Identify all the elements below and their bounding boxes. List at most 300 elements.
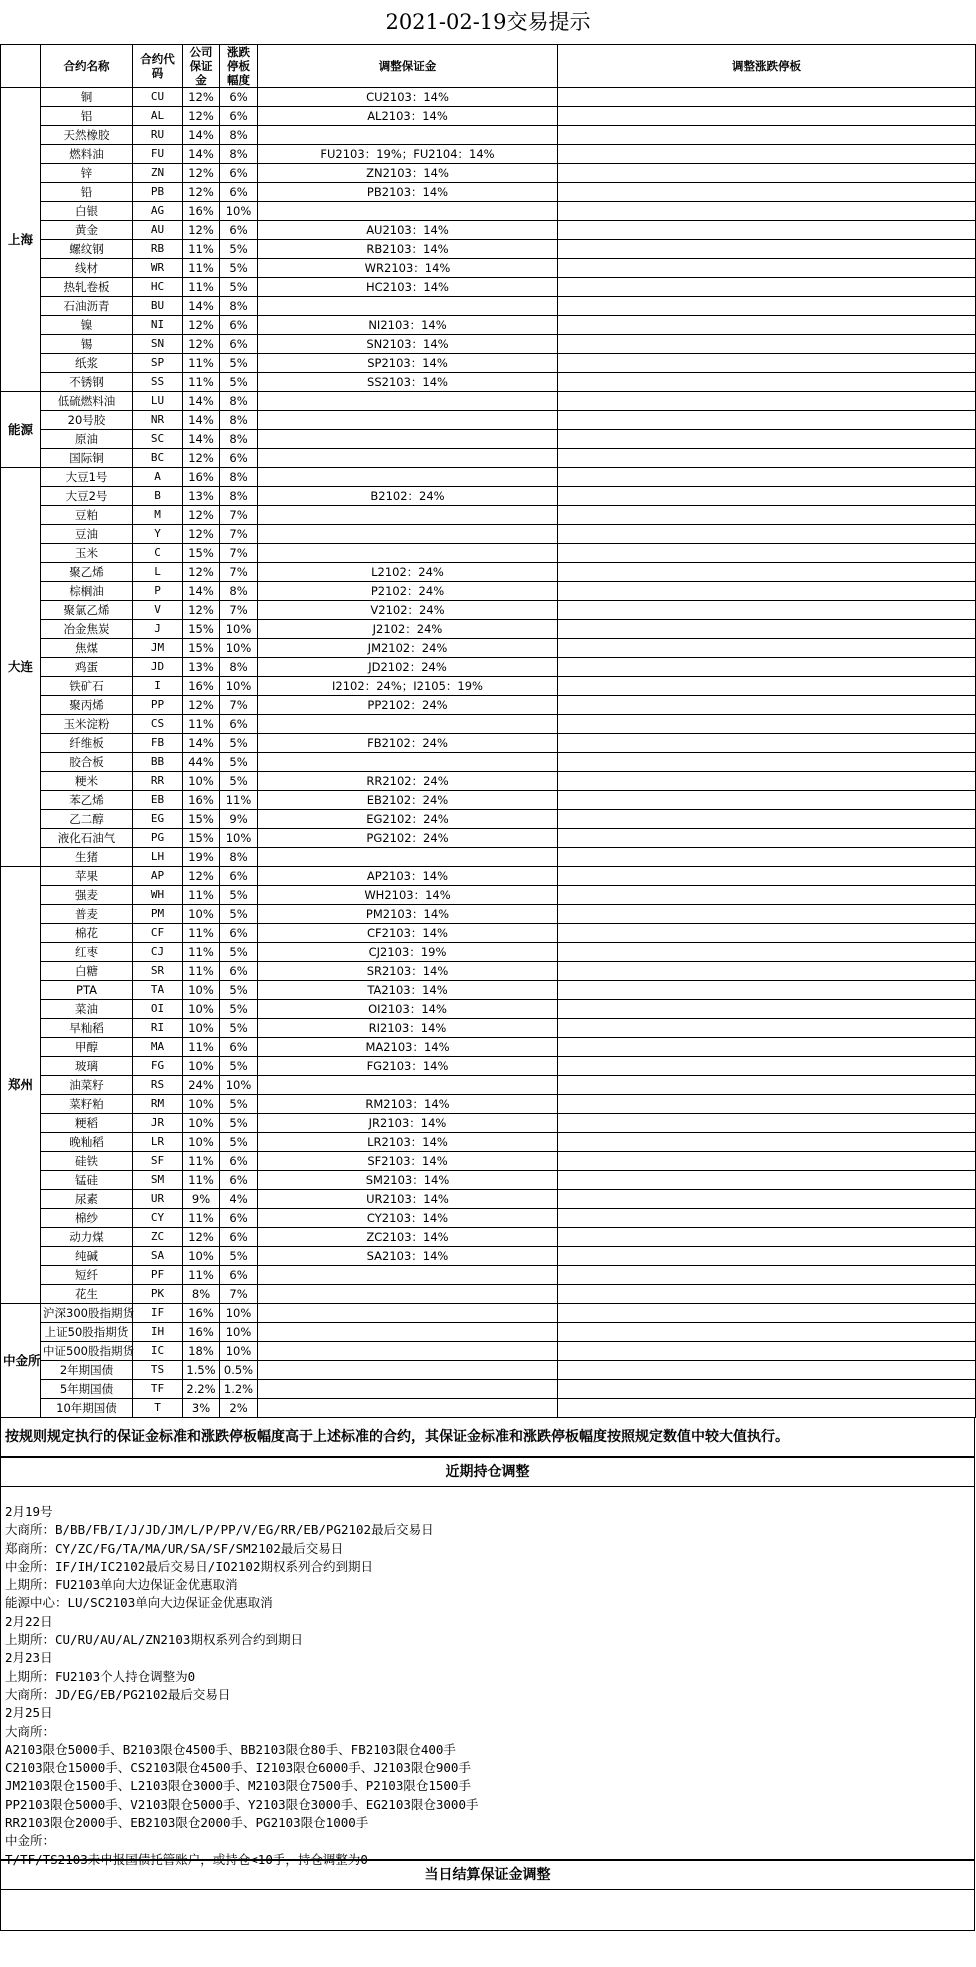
table-row (1, 297, 976, 316)
header-adjusted-margin: 调整保证金 (258, 45, 558, 88)
limit-range-cell: 6% (220, 1266, 258, 1285)
adjusted-limit-cell (558, 677, 976, 696)
table-row (1, 221, 976, 240)
adjusted-limit-cell (558, 1190, 976, 1209)
table-row (1, 1190, 976, 1209)
contract-name-cell: 液化石油气 (41, 829, 133, 848)
settlement-section (0, 1860, 975, 1931)
header-adjusted-limit: 调整涨跌停板 (558, 45, 976, 88)
contract-code-cell: UR (133, 1190, 183, 1209)
notes-section (0, 1418, 975, 1457)
contract-name-cell: 尿素 (41, 1190, 133, 1209)
company-margin-cell: 10% (183, 981, 220, 1000)
company-margin-cell: 12% (183, 601, 220, 620)
adjusted-margin-cell: CF2103：14% (258, 924, 558, 943)
contract-code-cell: RR (133, 772, 183, 791)
limit-range-cell: 5% (220, 240, 258, 259)
company-margin-cell: 2.2% (183, 1380, 220, 1399)
adjusted-limit-cell (558, 1057, 976, 1076)
rule-note: 按规则规定执行的保证金标准和涨跌停板幅度高于上述标准的合约，其保证金标准和涨跌停板幅度按照规定数值中较大值执行。 (5, 1429, 789, 1445)
table-row (1, 905, 976, 924)
contract-code-cell: SC (133, 430, 183, 449)
adjusted-limit-cell (558, 924, 976, 943)
limit-range-cell: 5% (220, 905, 258, 924)
table-row (1, 202, 976, 221)
company-margin-cell: 12% (183, 221, 220, 240)
contract-code-cell: AU (133, 221, 183, 240)
limit-range-cell: 5% (220, 1133, 258, 1152)
adjusted-limit-cell (558, 943, 976, 962)
adjusted-margin-cell: FU2103：19%；FU2104：14% (258, 145, 558, 164)
contract-code-cell: RS (133, 1076, 183, 1095)
contract-name-cell: 生猪 (41, 848, 133, 867)
table-row (1, 1133, 976, 1152)
table-row (1, 525, 976, 544)
contract-code-cell: SF (133, 1152, 183, 1171)
contract-name-cell: 铁矿石 (41, 677, 133, 696)
adjusted-margin-cell (258, 1361, 558, 1380)
limit-range-cell: 6% (220, 107, 258, 126)
contract-name-cell: 菜油 (41, 1000, 133, 1019)
adjusted-margin-cell: JM2102：24% (258, 639, 558, 658)
company-margin-cell: 12% (183, 525, 220, 544)
adjusted-limit-cell (558, 240, 976, 259)
company-margin-cell: 11% (183, 1152, 220, 1171)
contract-name-cell: 热轧卷板 (41, 278, 133, 297)
limit-range-cell: 6% (220, 335, 258, 354)
table-row (1, 240, 976, 259)
position-line: 2月25日 (5, 1705, 53, 1721)
header-limit-range: 涨跌停板幅度 (220, 45, 258, 88)
adjusted-limit-cell (558, 373, 976, 392)
limit-range-cell: 0.5% (220, 1361, 258, 1380)
position-line: 2月23日 (5, 1650, 53, 1666)
contract-name-cell: 棉纱 (41, 1209, 133, 1228)
table-row (1, 582, 976, 601)
table-row (1, 772, 976, 791)
table-row (1, 962, 976, 981)
table-row (1, 677, 976, 696)
adjusted-margin-cell: JR2103：14% (258, 1114, 558, 1133)
adjusted-margin-cell (258, 468, 558, 487)
limit-range-cell: 6% (220, 221, 258, 240)
contract-name-cell: 粳稻 (41, 1114, 133, 1133)
table-row (1, 145, 976, 164)
adjusted-limit-cell (558, 468, 976, 487)
contract-code-cell: WR (133, 259, 183, 278)
table-row (1, 886, 976, 905)
adjusted-margin-cell (258, 1342, 558, 1361)
table-row (1, 620, 976, 639)
contract-code-cell: MA (133, 1038, 183, 1057)
adjusted-limit-cell (558, 354, 976, 373)
limit-range-cell: 5% (220, 734, 258, 753)
limit-range-cell: 5% (220, 886, 258, 905)
position-adjustment-text (1, 1487, 974, 1867)
company-margin-cell: 14% (183, 734, 220, 753)
limit-range-cell: 8% (220, 411, 258, 430)
company-margin-cell: 12% (183, 164, 220, 183)
contract-code-cell: OI (133, 1000, 183, 1019)
company-margin-cell: 16% (183, 1323, 220, 1342)
contract-code-cell: FB (133, 734, 183, 753)
contract-name-cell: 大豆2号 (41, 487, 133, 506)
contract-code-cell: NI (133, 316, 183, 335)
table-row (1, 924, 976, 943)
limit-range-cell: 6% (220, 962, 258, 981)
table-row (1, 981, 976, 1000)
contract-code-cell: HC (133, 278, 183, 297)
contract-code-cell: AL (133, 107, 183, 126)
company-margin-cell: 16% (183, 791, 220, 810)
contract-name-cell: 燃料油 (41, 145, 133, 164)
table-row (1, 753, 976, 772)
adjusted-limit-cell (558, 639, 976, 658)
company-margin-cell: 14% (183, 411, 220, 430)
contract-code-cell: A (133, 468, 183, 487)
adjusted-limit-cell (558, 1266, 976, 1285)
contract-name-cell: 白银 (41, 202, 133, 221)
adjusted-limit-cell (558, 1304, 976, 1323)
company-margin-cell: 14% (183, 126, 220, 145)
table-row (1, 1266, 976, 1285)
contract-name-cell: 豆油 (41, 525, 133, 544)
contract-name-cell: 菜籽粕 (41, 1095, 133, 1114)
limit-range-cell: 10% (220, 1323, 258, 1342)
limit-range-cell: 6% (220, 183, 258, 202)
limit-range-cell: 8% (220, 487, 258, 506)
contract-code-cell: Y (133, 525, 183, 544)
company-margin-cell: 3% (183, 1399, 220, 1418)
limit-range-cell: 7% (220, 544, 258, 563)
contract-name-cell: 苹果 (41, 867, 133, 886)
contract-code-cell: CS (133, 715, 183, 734)
table-row (1, 88, 976, 107)
position-line: A2103限仓5000手、B2103限仓4500手、BB2103限仓80手、FB2103限仓400手 (5, 1741, 456, 1757)
position-line: 中金所：IF/IH/IC2102最后交易日/IO2102期权系列合约到期日 (5, 1558, 373, 1574)
limit-range-cell: 5% (220, 1247, 258, 1266)
company-margin-cell: 10% (183, 1247, 220, 1266)
exchange-cell: 大连 (1, 468, 41, 867)
limit-range-cell: 8% (220, 297, 258, 316)
contract-name-cell: 鸡蛋 (41, 658, 133, 677)
exchange-cell: 上海 (1, 88, 41, 392)
limit-range-cell: 6% (220, 164, 258, 183)
contract-name-cell: 20号胶 (41, 411, 133, 430)
adjusted-limit-cell (558, 525, 976, 544)
contract-name-cell: 镍 (41, 316, 133, 335)
company-margin-cell: 12% (183, 183, 220, 202)
position-line: PP2103限仓5000手、V2103限仓5000手、Y2103限仓3000手、EG2103限仓3000手 (5, 1796, 479, 1812)
adjusted-limit-cell (558, 1228, 976, 1247)
adjusted-limit-cell (558, 1076, 976, 1095)
company-margin-cell: 15% (183, 620, 220, 639)
table-row (1, 430, 976, 449)
adjusted-margin-cell: AL2103：14% (258, 107, 558, 126)
company-margin-cell: 12% (183, 449, 220, 468)
contract-name-cell: 聚氯乙烯 (41, 601, 133, 620)
position-line: 大商所：B/BB/FB/I/J/JD/JM/L/P/PP/V/EG/RR/EB/PG2102最后交易日 (5, 1522, 434, 1538)
table-row (1, 164, 976, 183)
contract-code-cell: NR (133, 411, 183, 430)
contract-name-cell: 2年期国债 (41, 1361, 133, 1380)
company-margin-cell: 12% (183, 696, 220, 715)
adjusted-margin-cell (258, 1285, 558, 1304)
table-row (1, 1000, 976, 1019)
company-margin-cell: 10% (183, 1057, 220, 1076)
contract-name-cell: 沪深300股指期货 (41, 1304, 133, 1323)
adjusted-margin-cell (258, 449, 558, 468)
adjusted-margin-cell: SP2103：14% (258, 354, 558, 373)
limit-range-cell: 5% (220, 943, 258, 962)
company-margin-cell: 15% (183, 544, 220, 563)
contract-name-cell: 短纤 (41, 1266, 133, 1285)
table-row (1, 468, 976, 487)
contract-code-cell: CJ (133, 943, 183, 962)
adjusted-limit-cell (558, 1380, 976, 1399)
contract-name-cell: 胶合板 (41, 753, 133, 772)
position-line: 郑商所：CY/ZC/FG/TA/MA/UR/SA/SF/SM2102最后交易日 (5, 1540, 344, 1556)
contract-code-cell: IH (133, 1323, 183, 1342)
contract-name-cell: 中证500股指期货 (41, 1342, 133, 1361)
adjusted-limit-cell (558, 753, 976, 772)
position-line: 能源中心：LU/SC2103单向大边保证金优惠取消 (5, 1595, 273, 1611)
exchange-cell: 郑州 (1, 867, 41, 1304)
adjusted-limit-cell (558, 506, 976, 525)
limit-range-cell: 10% (220, 202, 258, 221)
adjusted-margin-cell (258, 1076, 558, 1095)
page-title: 2021-02-19交易提示 (385, 10, 591, 34)
header-company-margin: 公司保证金 (183, 45, 220, 88)
company-margin-cell: 16% (183, 677, 220, 696)
adjusted-limit-cell (558, 278, 976, 297)
company-margin-cell: 14% (183, 297, 220, 316)
limit-range-cell: 5% (220, 354, 258, 373)
limit-range-cell: 10% (220, 677, 258, 696)
contract-code-cell: TA (133, 981, 183, 1000)
limit-range-cell: 6% (220, 88, 258, 107)
adjusted-margin-cell (258, 1323, 558, 1342)
contract-name-cell: 铅 (41, 183, 133, 202)
table-row (1, 1399, 976, 1418)
contract-code-cell: EG (133, 810, 183, 829)
contract-name-cell: 红枣 (41, 943, 133, 962)
limit-range-cell: 7% (220, 601, 258, 620)
contract-name-cell: 乙二醇 (41, 810, 133, 829)
contract-code-cell: J (133, 620, 183, 639)
limit-range-cell: 6% (220, 715, 258, 734)
limit-range-cell: 11% (220, 791, 258, 810)
contract-code-cell: SP (133, 354, 183, 373)
contract-code-cell: L (133, 563, 183, 582)
adjusted-limit-cell (558, 335, 976, 354)
contract-name-cell: 纸浆 (41, 354, 133, 373)
adjusted-limit-cell (558, 1019, 976, 1038)
adjusted-limit-cell (558, 810, 976, 829)
company-margin-cell: 12% (183, 506, 220, 525)
table-row (1, 1361, 976, 1380)
adjusted-limit-cell (558, 221, 976, 240)
company-margin-cell: 10% (183, 1095, 220, 1114)
adjusted-limit-cell (558, 1285, 976, 1304)
contract-code-cell: SN (133, 335, 183, 354)
adjusted-limit-cell (558, 316, 976, 335)
contract-code-cell: PG (133, 829, 183, 848)
table-row (1, 506, 976, 525)
table-row (1, 601, 976, 620)
contract-name-cell: 5年期国债 (41, 1380, 133, 1399)
contract-code-cell: FU (133, 145, 183, 164)
position-adjustment-title: 近期持仓调整 (1, 1458, 974, 1487)
adjusted-margin-cell (258, 1266, 558, 1285)
contract-name-cell: 10年期国债 (41, 1399, 133, 1418)
contract-name-cell: 强麦 (41, 886, 133, 905)
adjusted-margin-cell: UR2103：14% (258, 1190, 558, 1209)
position-line: 上期所：CU/RU/AU/AL/ZN2103期权系列合约到期日 (5, 1632, 303, 1648)
table-row (1, 1095, 976, 1114)
adjusted-limit-cell (558, 848, 976, 867)
adjusted-limit-cell (558, 1114, 976, 1133)
table-row (1, 943, 976, 962)
table-row (1, 1038, 976, 1057)
contract-name-cell: 国际铜 (41, 449, 133, 468)
contract-name-cell: 玉米 (41, 544, 133, 563)
company-margin-cell: 11% (183, 259, 220, 278)
adjusted-limit-cell (558, 791, 976, 810)
contract-code-cell: CY (133, 1209, 183, 1228)
contract-code-cell: LH (133, 848, 183, 867)
contract-code-cell: BB (133, 753, 183, 772)
limit-range-cell: 10% (220, 1342, 258, 1361)
limit-range-cell: 8% (220, 658, 258, 677)
company-margin-cell: 13% (183, 658, 220, 677)
contract-name-cell: 焦煤 (41, 639, 133, 658)
table-row (1, 1076, 976, 1095)
company-margin-cell: 11% (183, 278, 220, 297)
position-line: T/TF/TS2103未申报国债托管账户，或持仓<10手，持仓调整为0 (5, 1851, 368, 1867)
position-line: RR2103限仓2000手、EB2103限仓2000手、PG2103限仓1000手 (5, 1815, 369, 1831)
contract-code-cell: M (133, 506, 183, 525)
contract-code-cell: C (133, 544, 183, 563)
company-margin-cell: 12% (183, 88, 220, 107)
adjusted-limit-cell (558, 886, 976, 905)
adjusted-margin-cell: P2102：24% (258, 582, 558, 601)
position-adjustment-section (0, 1457, 975, 1867)
adjusted-margin-cell: CU2103：14% (258, 88, 558, 107)
contract-name-cell: 油菜籽 (41, 1076, 133, 1095)
contract-name-cell: 线材 (41, 259, 133, 278)
table-row (1, 487, 976, 506)
company-margin-cell: 10% (183, 1133, 220, 1152)
limit-range-cell: 5% (220, 373, 258, 392)
limit-range-cell: 8% (220, 145, 258, 164)
adjusted-margin-cell: ZC2103：14% (258, 1228, 558, 1247)
contract-name-cell: 原油 (41, 430, 133, 449)
contract-name-cell: 聚丙烯 (41, 696, 133, 715)
limit-range-cell: 10% (220, 1304, 258, 1323)
company-margin-cell: 11% (183, 1038, 220, 1057)
contract-name-cell: 棕榈油 (41, 582, 133, 601)
contract-code-cell: PF (133, 1266, 183, 1285)
adjusted-margin-cell: FB2102：24% (258, 734, 558, 753)
adjusted-limit-cell (558, 962, 976, 981)
table-row (1, 1247, 976, 1266)
adjusted-margin-cell: L2102：24% (258, 563, 558, 582)
contract-code-cell: TF (133, 1380, 183, 1399)
table-row (1, 278, 976, 297)
contract-code-cell: JM (133, 639, 183, 658)
contract-name-cell: 上证50股指期货 (41, 1323, 133, 1342)
adjusted-limit-cell (558, 297, 976, 316)
contract-name-cell: PTA (41, 981, 133, 1000)
company-margin-cell: 10% (183, 1114, 220, 1133)
limit-range-cell: 5% (220, 772, 258, 791)
company-margin-cell: 15% (183, 639, 220, 658)
adjusted-margin-cell: PB2103：14% (258, 183, 558, 202)
adjusted-margin-cell: JD2102：24% (258, 658, 558, 677)
contract-code-cell: JD (133, 658, 183, 677)
adjusted-margin-cell (258, 1380, 558, 1399)
position-line: 中金所： (5, 1833, 56, 1849)
company-margin-cell: 11% (183, 373, 220, 392)
contract-name-cell: 锰硅 (41, 1171, 133, 1190)
contract-code-cell: I (133, 677, 183, 696)
table-row (1, 829, 976, 848)
company-margin-cell: 9% (183, 1190, 220, 1209)
settlement-title: 当日结算保证金调整 (1, 1861, 974, 1890)
company-margin-cell: 12% (183, 107, 220, 126)
table-row (1, 639, 976, 658)
adjusted-margin-cell (258, 1304, 558, 1323)
limit-range-cell: 6% (220, 867, 258, 886)
adjusted-limit-cell (558, 259, 976, 278)
position-line: C2103限仓15000手、CS2103限仓4500手、I2103限仓6000手、J2103限仓900手 (5, 1760, 471, 1776)
adjusted-margin-cell: PP2102：24% (258, 696, 558, 715)
table-row (1, 544, 976, 563)
adjusted-margin-cell: LR2103：14% (258, 1133, 558, 1152)
adjusted-margin-cell: TA2103：14% (258, 981, 558, 1000)
adjusted-margin-cell: AU2103：14% (258, 221, 558, 240)
limit-range-cell: 8% (220, 126, 258, 145)
company-margin-cell: 10% (183, 1019, 220, 1038)
contract-name-cell: 棉花 (41, 924, 133, 943)
contract-name-cell: 锌 (41, 164, 133, 183)
settlement-empty (1, 1890, 974, 1930)
adjusted-limit-cell (558, 164, 976, 183)
adjusted-margin-cell (258, 753, 558, 772)
table-row (1, 1228, 976, 1247)
adjusted-limit-cell (558, 183, 976, 202)
adjusted-margin-cell: J2102：24% (258, 620, 558, 639)
adjusted-margin-cell: CY2103：14% (258, 1209, 558, 1228)
adjusted-limit-cell (558, 620, 976, 639)
company-margin-cell: 1.5% (183, 1361, 220, 1380)
adjusted-margin-cell: RB2103：14% (258, 240, 558, 259)
contract-name-cell: 硅铁 (41, 1152, 133, 1171)
limit-range-cell: 9% (220, 810, 258, 829)
table-row (1, 316, 976, 335)
position-line: 2月19号 (5, 1504, 53, 1519)
table-row (1, 1209, 976, 1228)
adjusted-limit-cell (558, 1152, 976, 1171)
contract-name-cell: 豆粕 (41, 506, 133, 525)
contract-name-cell: 普麦 (41, 905, 133, 924)
contract-name-cell: 低硫燃料油 (41, 392, 133, 411)
limit-range-cell: 8% (220, 430, 258, 449)
adjusted-limit-cell (558, 202, 976, 221)
limit-range-cell: 5% (220, 1057, 258, 1076)
limit-range-cell: 6% (220, 449, 258, 468)
